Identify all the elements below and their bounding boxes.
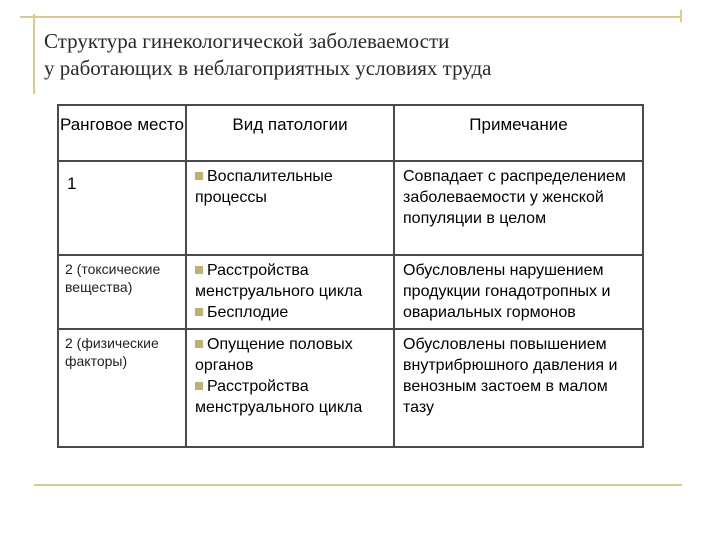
left-decor-line [33, 14, 35, 94]
rank-cell: 2 (физические факторы) [58, 329, 186, 447]
note-cell: Обусловлены повышением внутрибрюшного давления и венозным застоем в малом тазу [394, 329, 643, 447]
bullet-icon [195, 172, 203, 180]
right-decor-tick [680, 10, 682, 22]
pathology-item: Бесплодие [195, 302, 389, 323]
pathology-cell [186, 329, 394, 447]
header-note: Примечание [394, 105, 643, 161]
rank-cell: 1 [58, 161, 186, 255]
pathology-item: Опущение половых органов [195, 336, 353, 374]
bullet-icon [195, 382, 203, 390]
note-cell: Совпадает с распределением заболеваемости у женской популяции в целом [394, 161, 643, 255]
table-header-row [58, 105, 643, 161]
bottom-decor-line [34, 484, 682, 486]
header-rank: Ранговое место [58, 105, 186, 161]
bullet-icon [195, 266, 203, 274]
table-row [58, 255, 643, 329]
bullet-icon [195, 340, 203, 348]
pathology-item: Расстройства менструального цикла [195, 262, 363, 300]
note-cell: Обусловлены нарушением продукции гонадотропных и овариальных гормонов [394, 255, 643, 329]
pathology-cell [186, 255, 394, 329]
slide-title [44, 28, 684, 82]
pathology-item: Расстройства менструального цикла [195, 378, 363, 416]
bullet-icon [195, 308, 203, 316]
title-line-1: Структура гинекологической заболеваемости [44, 29, 450, 53]
table-row [58, 161, 643, 255]
top-decor-line [20, 16, 680, 18]
rank-cell: 2 (токсические вещества) [58, 255, 186, 329]
header-pathology: Вид патологии [186, 105, 394, 161]
pathology-cell [186, 161, 394, 255]
pathology-table [57, 104, 644, 448]
table-row [58, 329, 643, 447]
pathology-item: Воспалительные процессы [195, 168, 333, 206]
title-line-2: у работающих в неблагоприятных условиях труда [44, 56, 492, 80]
